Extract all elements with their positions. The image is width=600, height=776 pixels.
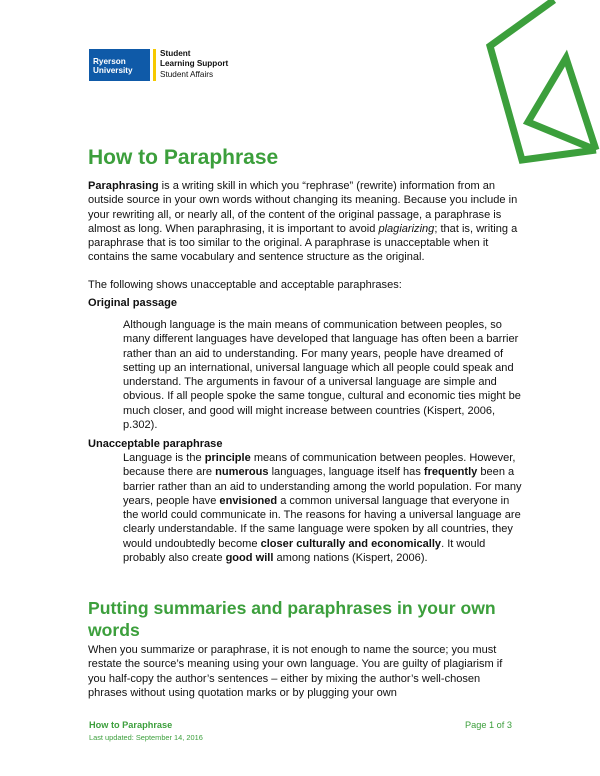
logo-dept-line2: Learning Support xyxy=(160,59,229,69)
unacc-text-7: among nations (Kispert, 2006). xyxy=(273,552,428,565)
unacc-text-3: languages, language itself has xyxy=(268,466,424,479)
page-title: How to Paraphrase xyxy=(88,146,279,169)
decorative-geometric-outline xyxy=(470,0,600,170)
intro-text-a: is a writing skill in which you “rephrase” (rewrite) information from an outside source in your own words without changing its meaning. Because you include in your rewriting all, or nearly all, of the content of the original passage, a paraphrase is almost as long. When paraphrasing, it is important to avoid xyxy=(88,180,518,235)
ryerson-logo xyxy=(89,49,228,81)
section2-paragraph: When you summarize or paraphrase, it is not enough to name the source; you must restate the source’s meaning using your own language. You are guilty of plagiarism if you half-copy the author’s sentences – either by mixing the author’s well-chosen phrases without using quotation marks or by plugging your own xyxy=(88,644,503,699)
unacc-text-1: Language is the xyxy=(123,452,205,464)
original-passage: Although language is the main means of communication between peoples, so many different languages have developed that language has often been a barrier rather than an aid to understanding. For many years, people have dreamed of setting up an international, universal language which all people could speak and understand. The arguments in favour of a universal language are simple and obvious. If all people spoke the same tongue, cultural and economic ties might be much closer, and good will might increase between countries (Kispert, 2006, p.302). xyxy=(123,319,521,432)
footer-page-number: Page 1 of 3 xyxy=(465,720,512,730)
logo-dept-line3: Student Affairs xyxy=(160,69,214,79)
logo-university-line1: Ryerson xyxy=(93,57,126,66)
unacc-bold-2: numerous xyxy=(215,466,269,479)
unacceptable-paraphrase-heading: Unacceptable paraphrase xyxy=(88,438,223,450)
intro-bold-term: Paraphrasing xyxy=(88,180,159,192)
unacc-bold-6: good will xyxy=(225,552,274,565)
unacc-text-2: means of communication between peoples. However, because there are xyxy=(123,452,516,479)
logo-dept-line1: Student xyxy=(160,49,191,58)
unacc-bold-5: closer culturally and economically xyxy=(260,537,442,550)
intro-text-b: ; that is, writing a paraphrase that is too similar to the original. A paraphrase is unacceptable when it contains the same vocabulary and sentence structure as the original. xyxy=(88,222,518,264)
following-paragraph: The following shows unacceptable and acceptable paraphrases: xyxy=(88,279,402,291)
unacc-text-5: a common universal language that everyone in the world could communicate in. The reasons for having a universal language are clearly understandable. If the same language were spoken by all countries, they would undoubtedly become xyxy=(123,494,521,550)
intro-italic-term: plagiarizing xyxy=(378,222,435,235)
unacc-text-4: been a barrier rather than an aid to understanding among the world population. For many years, people have xyxy=(123,466,522,507)
unacceptable-paraphrase xyxy=(123,451,523,565)
logo-department xyxy=(160,49,228,80)
unacc-bold-4: envisioned xyxy=(219,494,278,507)
unacc-bold-1: principle xyxy=(204,452,251,464)
footer-date: Last updated: September 14, 2016 xyxy=(89,733,203,742)
logo-university-line2: University xyxy=(93,66,133,75)
ryerson-logo-box xyxy=(89,49,150,81)
unacc-text-6: . It would probably also create xyxy=(123,537,486,565)
footer-title: How to Paraphrase xyxy=(89,720,173,730)
section2-heading: Putting summaries and paraphrases in your own words xyxy=(88,598,496,640)
logo-gold-bar xyxy=(153,49,156,81)
original-passage-heading: Original passage xyxy=(88,297,178,309)
intro-paragraph xyxy=(88,179,520,265)
unacc-bold-3: frequently xyxy=(423,466,478,479)
